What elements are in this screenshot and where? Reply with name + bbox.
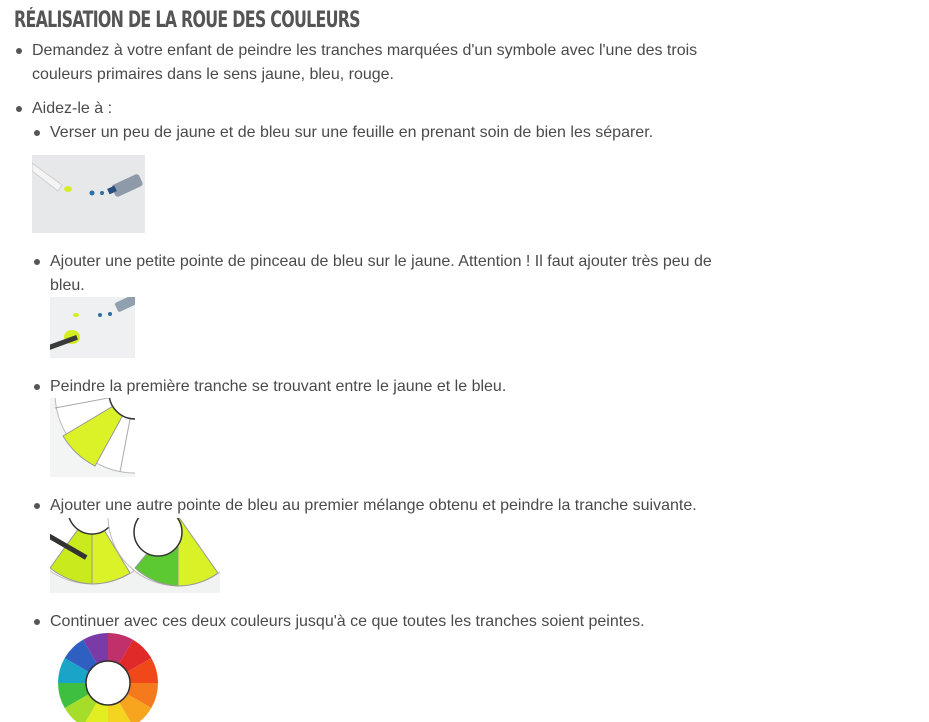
- mixing-paint-photo: [50, 297, 135, 358]
- list-item-intro-line2: couleurs primaires dans le sens jaune, bleu, rouge.: [32, 66, 394, 83]
- step-5-text: Continuer avec ces deux couleurs jusqu'à ce que toutes les tranches soient peintes.: [50, 613, 645, 630]
- step-3-text: Peindre la première tranche se trouvant entre le jaune et le bleu.: [50, 378, 507, 395]
- list-item-help: Aidez-le à :: [32, 100, 113, 117]
- step-2-text-line1: Ajouter une petite pointe de pinceau de bleu sur le jaune. Attention ! Il faut ajouter très peu de: [50, 253, 712, 270]
- bullet-dot: [16, 48, 22, 54]
- first-slice-photo: [50, 398, 135, 477]
- sub-bullet-dot: [34, 259, 40, 265]
- sub-bullet-dot: [34, 503, 40, 509]
- sub-bullet-dot: [34, 619, 40, 625]
- list-item-intro-line1: Demandez à votre enfant de peindre les tranches marquées d'un symbole avec l'une des trois: [32, 42, 698, 59]
- paint-on-paper-photo: [32, 155, 145, 233]
- step-1-text: Verser un peu de jaune et de bleu sur une feuille en prenant soin de bien les séparer.: [50, 124, 654, 141]
- step-4-text: Ajouter une autre pointe de bleu au premier mélange obtenu et peindre la tranche suivante.: [50, 497, 697, 514]
- full-color-wheel-photo: [50, 633, 163, 722]
- second-slice-photo: [50, 518, 220, 593]
- sub-bullet-dot: [34, 384, 40, 390]
- page-title: RÉALISATION DE LA ROUE DES COULEURS: [14, 8, 360, 33]
- bullet-dot: [16, 106, 22, 112]
- step-2-text-line2: bleu.: [50, 277, 85, 294]
- sub-bullet-dot: [34, 130, 40, 136]
